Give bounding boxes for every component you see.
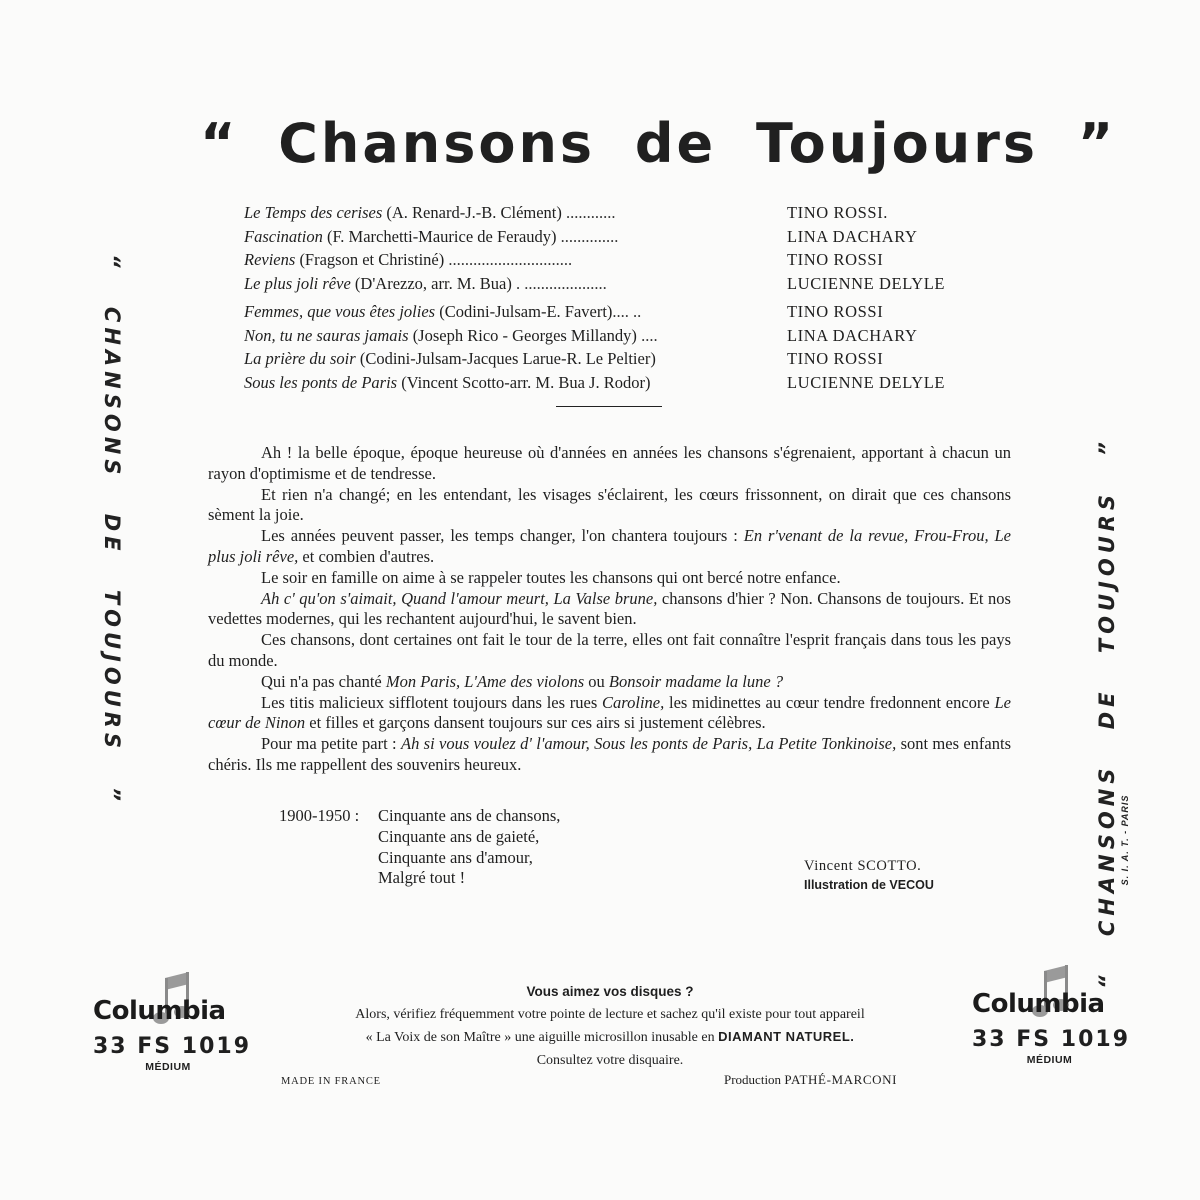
track-credits: (F. Marchetti-Maurice de Feraudy): [322, 226, 557, 246]
track-credits: (Fragson et Christiné): [295, 250, 445, 269]
track-title: Fascination: [244, 226, 323, 246]
spine-title-left: “ CHANSONS DE TOUJOURS ”: [100, 254, 124, 806]
spine-title-right: “ CHANSONS DE TOUJOURS ”: [1095, 437, 1119, 989]
liner-paragraph: Les titis malicieux sifflotent toujours dans les rues Caroline, les midinettes au cœur tendre fredonnent encore Le cœur de Ninon et filles et garçons dansent toujours sur ces airs si justement célèbres.: [208, 692, 1011, 733]
track-leader-dots: ..............: [556, 226, 619, 246]
track-leader-dots: . ....................: [511, 273, 607, 293]
track-credits: (D'Arezzo, arr. M. Bua): [350, 273, 512, 293]
track-title: Le plus joli rêve: [244, 273, 351, 293]
track-row: [244, 225, 1004, 249]
album-title: “ Chansons de Toujours ”: [200, 112, 1117, 175]
printer-credit: S. I. A. T. - PARIS: [1120, 794, 1130, 886]
liner-paragraph: Qui n'a pas chanté Mon Paris, L'Ame des violons ou Bonsoir madame la lune ?: [261, 671, 784, 691]
track-artist: LUCIENNE DELYLE: [787, 273, 946, 293]
track-row: [244, 272, 1004, 296]
track-artist: TINO ROSSI: [787, 349, 884, 368]
track-artist: TINO ROSSI.: [787, 203, 889, 222]
track-title: Femmes, que vous êtes jolies: [244, 302, 436, 321]
care-line: « La Voix de son Maître » une aiguille microsillon inusable en DIAMANT NATUREL.: [365, 1029, 855, 1045]
liner-paragraph: Pour ma petite part : Ah si vous voulez d' l'amour, Sous les ponts de Paris, La Petite Tonkinoise, sont mes enfants chéris. Ils me rappellent des souvenirs heureux.: [208, 734, 1012, 774]
catalog-number: 33 FS 1019: [93, 1034, 252, 1059]
track-artist: TINO ROSSI: [787, 302, 884, 321]
track-row: [244, 248, 1004, 272]
track-leader-dots: .... ..: [612, 302, 642, 321]
care-notice: [280, 981, 940, 1072]
verse-line: Cinquante ans de gaieté,: [378, 826, 540, 846]
track-row: [244, 324, 1004, 348]
author-name: Vincent SCOTTO.: [804, 858, 922, 874]
track-credits: (Vincent Scotto-arr. M. Bua J. Rodor): [397, 372, 651, 392]
liner-paragraph: Les années peuvent passer, les temps changer, l'on chantera toujours : En r'venant de la revue, Frou-Frou, Le plus joli rêve, et combien d'autres.: [208, 526, 1011, 566]
liner-paragraph: Ah ! la belle époque, époque heureuse où d'années en années les chansons s'égrenaient, apportant à chacun un rayon d'optimisme et de tendresse.: [208, 443, 1011, 483]
catalog-number: 33 FS 1019: [972, 1027, 1131, 1052]
liner-notes: [208, 443, 1011, 776]
verse-line: Cinquante ans de chansons,: [378, 806, 561, 825]
made-in-label: MADE IN FRANCE: [281, 1076, 381, 1087]
track-credits: (Joseph Rico - Georges Millandy): [408, 325, 637, 345]
track-title: Non, tu ne sauras jamais: [244, 325, 409, 345]
track-title: La prière du soir: [244, 349, 356, 368]
label-block-right: [972, 963, 1131, 1066]
illustration-credit: Illustration de VECOU: [804, 878, 934, 892]
brand-name: Columbia: [972, 989, 1105, 1019]
liner-paragraph: Ah c' qu'on s'aimait, Quand l'amour meurt, La Valse brune, chansons d'hier ? Non. Chansons de toujours. Et nos vedettes modernes, qui les rechantent aujourd'hui, le savent bien.: [208, 588, 1011, 629]
track-credits: (A. Renard-J.-B. Clément): [382, 203, 562, 222]
track-artist: LUCIENNE DELYLE: [787, 372, 946, 392]
track-title: Le Temps des cerises: [244, 203, 383, 222]
care-line: Consultez votre disquaire.: [536, 1052, 684, 1068]
care-line: Alors, vérifiez fréquemment votre pointe de lecture et sachez qu'il existe pour tout appareil: [355, 1006, 865, 1022]
liner-paragraph: Et rien n'a changé; en les entendant, les visages s'éclairent, les cœurs frissonnent, on dirait que ces chansons sèment la joie.: [208, 484, 1011, 525]
track-artist: LINA DACHARY: [787, 325, 918, 345]
liner-paragraph: Le soir en famille on aime à se rappeler toutes les chansons qui ont bercé notre enfance.: [261, 567, 841, 587]
columbia-logo: [93, 970, 243, 1030]
brand-name: Columbia: [93, 996, 226, 1026]
track-row: [244, 371, 1004, 395]
speed-label: MÉDIUM: [145, 1061, 191, 1073]
track-artist: TINO ROSSI: [787, 250, 884, 269]
speed-label: MÉDIUM: [1026, 1054, 1073, 1066]
track-list: [244, 201, 1004, 394]
track-leader-dots: ....: [636, 325, 658, 345]
track-row: [244, 201, 1004, 225]
care-question: Vous aimez vos disques ?: [526, 984, 694, 999]
author-signature: [804, 858, 934, 892]
track-artist: LINA DACHARY: [787, 226, 918, 246]
label-block-left: [93, 970, 252, 1073]
track-credits: (Codini-Julsam-E. Favert): [435, 302, 613, 321]
verse-years: 1900-1950 :: [279, 806, 360, 825]
liner-paragraph: Ces chansons, dont certaines ont fait le tour de la terre, elles ont fait connaître l'esprit français dans tous les pays du monde.: [208, 630, 1011, 670]
production-credit: Production PATHÉ-MARCONI: [724, 1072, 898, 1087]
track-title: Reviens: [244, 250, 296, 269]
track-leader-dots: ............: [561, 203, 616, 222]
track-credits: (Codini-Julsam-Jacques Larue-R. Le Peltier): [355, 349, 656, 368]
verse-line: Cinquante ans d'amour,: [378, 847, 533, 867]
track-row: [244, 347, 1004, 371]
columbia-logo: [972, 963, 1122, 1023]
track-leader-dots: ..............................: [444, 250, 573, 269]
track-row: [244, 300, 1004, 324]
track-title: Sous les ponts de Paris: [244, 372, 398, 392]
section-divider: [556, 406, 662, 407]
verse-line: Malgré tout !: [378, 868, 466, 888]
